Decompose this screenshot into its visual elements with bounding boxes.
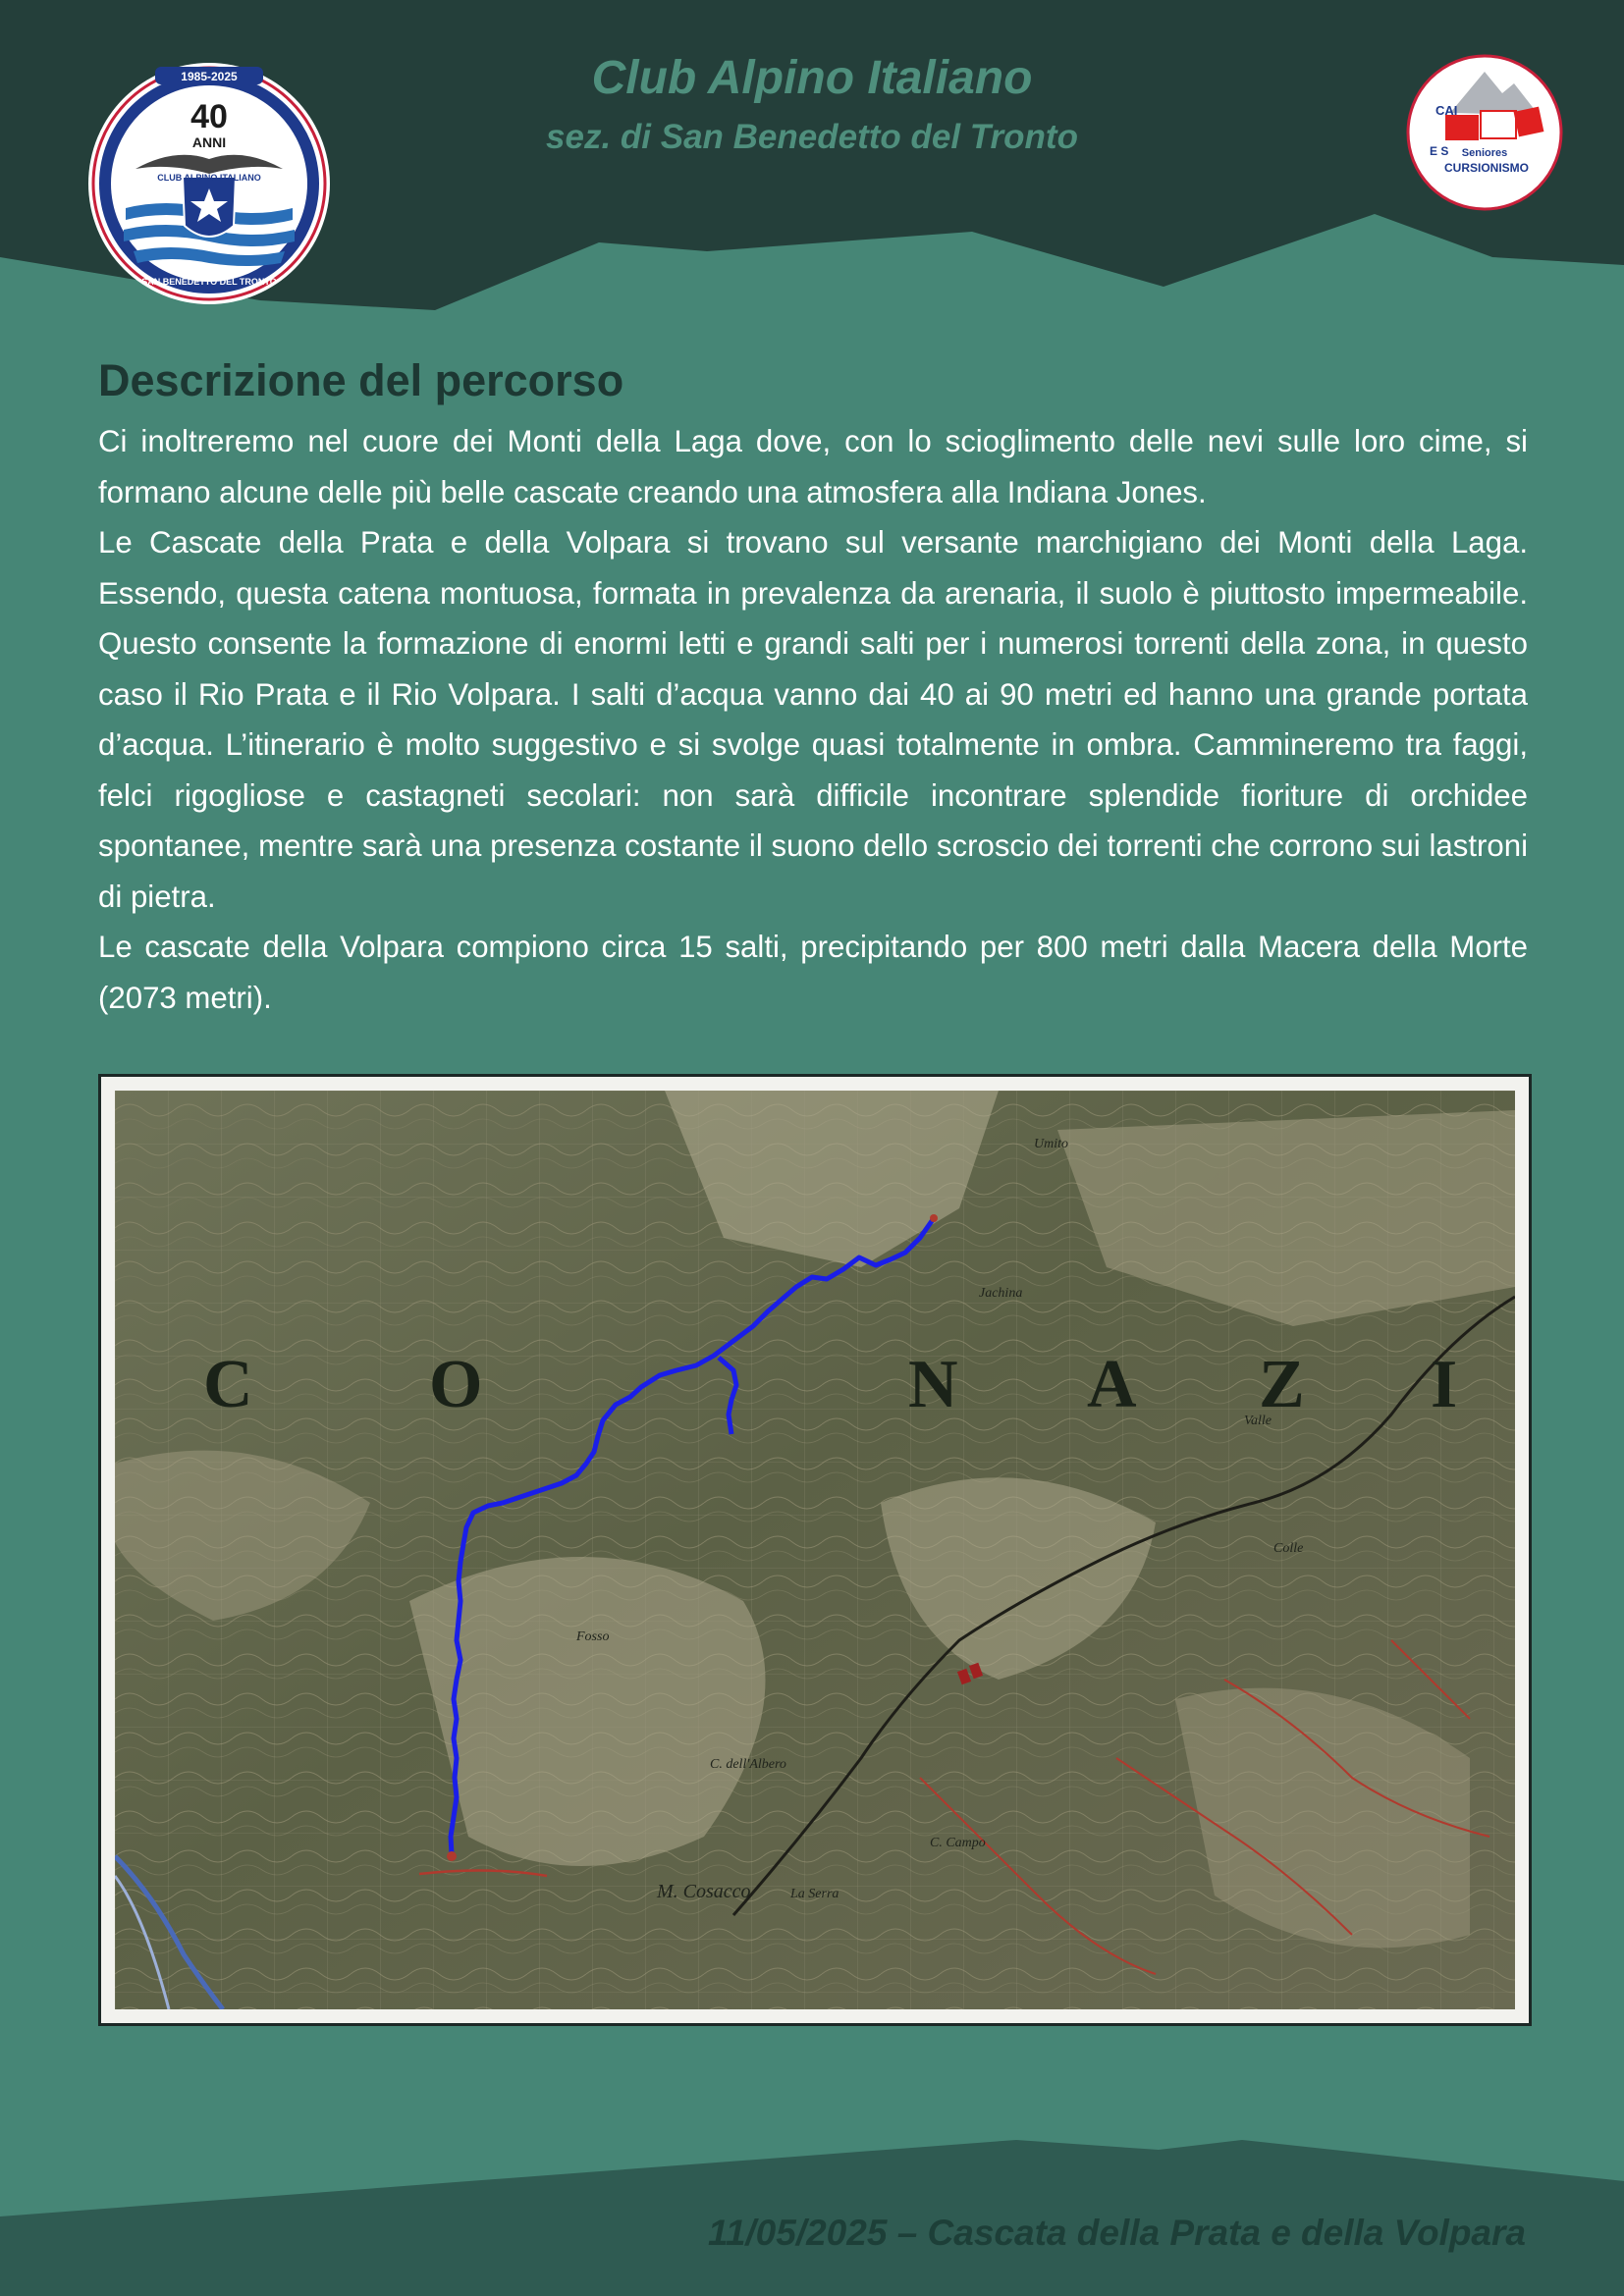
svg-text:E S: E S: [1430, 144, 1449, 158]
svg-text:Jachina: Jachina: [979, 1286, 1023, 1301]
svg-text:CAI: CAI: [1435, 103, 1458, 118]
route-description: [98, 416, 1528, 1023]
description-paragraph: Le cascate della Volpara compiono circa 15 salti, precipitando per 800 metri dalla Macera della Morte (2073 metri).: [98, 930, 1528, 1015]
svg-text:Seniores: Seniores: [1461, 147, 1508, 159]
map-letter: O: [429, 1347, 483, 1422]
cai-seniores-escursionismo-logo: [1406, 54, 1563, 211]
club-title: Club Alpino Italiano: [591, 52, 1033, 104]
svg-text:ANNI: ANNI: [191, 134, 227, 150]
map-letter: Z: [1259, 1347, 1305, 1422]
map-letter: A: [1087, 1347, 1137, 1422]
svg-text:Valle: Valle: [1244, 1414, 1272, 1428]
svg-text:CLUB ALPINO ITALIANO: CLUB ALPINO ITALIANO: [157, 173, 261, 183]
map-letter: C: [203, 1347, 253, 1422]
description-paragraph: Le Cascate della Prata e della Volpara si trovano sul versante marchigiano dei Monti della Laga. Essendo, questa catena montuosa, formata in prevalenza da arenaria, il suolo è piuttosto impermeabile. Questo consente la formazione di enormi letti e grandi salti per i numerosi torrenti della zona, in questo caso il Rio Prata e il Rio Volpara. I salti d’acqua vanno dai 40 ai 90 metri ed hanno una grande portata d’acqua. L’itinerario è molto suggestivo e si svolge quasi totalmente in ombra. Cammineremo tra faggi, felci rigogliose e castagneti secolari: non sarà difficile incontrare splendide fioriture di orchidee spontanee, mentre sarà una presenza costante il suono dello scroscio dei torrenti che corrono sui lastroni di pietra.: [98, 525, 1528, 914]
svg-text:Fosso: Fosso: [576, 1629, 610, 1644]
footer-event-title: 11/05/2025 – Cascata della Prata e della Volpara: [707, 2213, 1526, 2253]
club-subtitle: sez. di San Benedetto del Tronto: [546, 118, 1078, 156]
svg-text:C. Campo: C. Campo: [930, 1836, 986, 1850]
description-paragraph: Ci inoltreremo nel cuore dei Monti della Laga dove, con lo scioglimento delle nevi sulle loro cime, si formano alcune delle più belle cascate creando una atmosfera alla Indiana Jones.: [98, 424, 1528, 509]
svg-text:SAN BENEDETTO DEL TRONTO: SAN BENEDETTO DEL TRONTO: [141, 277, 277, 287]
cai-40-anni-logo: [86, 61, 332, 306]
topographic-map: [115, 1091, 1515, 2009]
svg-text:C. dell'Albero: C. dell'Albero: [710, 1757, 786, 1772]
svg-text:M. Cosacco: M. Cosacco: [657, 1881, 751, 1902]
section-title: Descrizione del percorso: [98, 355, 624, 405]
svg-text:La Serra: La Serra: [790, 1887, 839, 1901]
map-frame: [98, 1074, 1532, 2026]
svg-text:Umito: Umito: [1034, 1137, 1068, 1151]
svg-text:40: 40: [190, 98, 228, 135]
svg-text:CURSIONISMO: CURSIONISMO: [1443, 161, 1530, 175]
svg-text:Colle: Colle: [1273, 1541, 1304, 1556]
map-letter: N: [908, 1347, 958, 1422]
map-letter: I: [1431, 1347, 1458, 1422]
svg-text:1985-2025: 1985-2025: [181, 70, 238, 83]
